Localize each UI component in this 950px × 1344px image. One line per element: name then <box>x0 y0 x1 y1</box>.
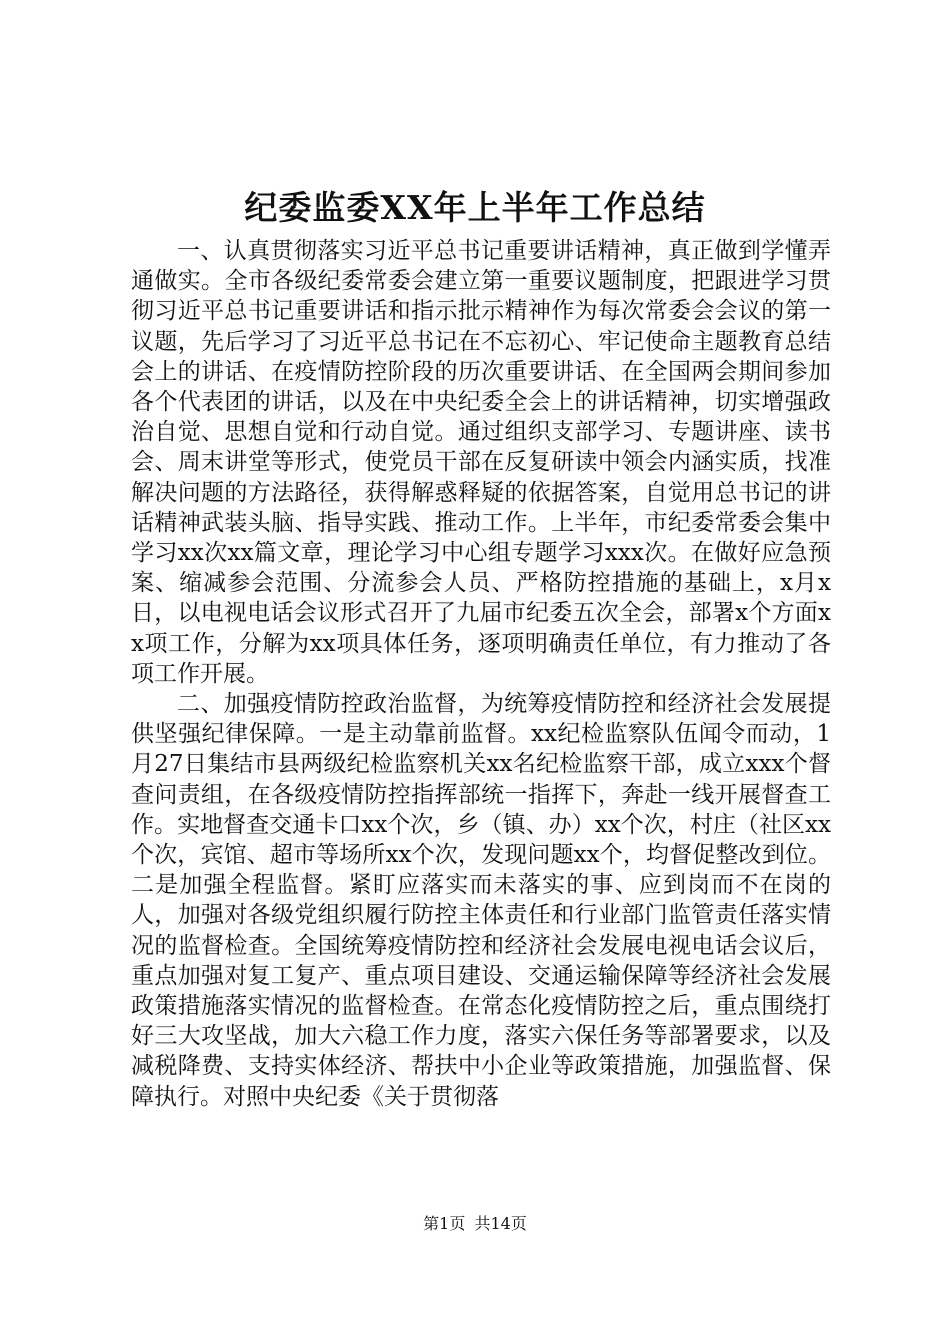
paragraph-1: 一、认真贯彻落实习近平总书记重要讲话精神，真正做到学懂弄通做实。全市各级纪委常委会建立第一重要议题制度，把跟进学习贯彻习近平总书记重要讲话和指示批示精神作为每次常委会会议的第一议题，先后学习了习近平总书记在不忘初心、牢记使命主题教育总结会上的讲话、在疫情防控阶段的历次重要讲话、在全国两会期间参加各个代表团的讲话，以及在中央纪委全会上的讲话精神，切实增强政治自觉、思想自觉和行动自觉。通过组织支部学习、专题讲座、读书会、周末讲堂等形式，使党员干部在反复研读中领会内涵实质，找准解决问题的方法路径，获得解惑释疑的依据答案，自觉用总书记的讲话精神武装头脑、指导实践、推动工作。上半年，市纪委常委会集中学习xx次xx篇文章，理论学习中心组专题学习xxx次。在做好应急预案、缩减参会范围、分流参会人员、严格防控措施的基础上，x月x日，以电视电话会议形式召开了九届市纪委五次全会，部署x个方面xx项工作，分解为xx项具体任务，逐项明确责任单位，有力推动了各项工作开展。 <box>131 238 831 687</box>
document-body <box>131 236 831 1112</box>
page-number-total: 共14页 <box>474 1214 527 1233</box>
paragraph-2: 二、加强疫情防控政治监督，为统筹疫情防控和经济社会发展提供坚强纪律保障。一是主动靠前监督。xx纪检监察队伍闻令而动，1月27日集结市县两级纪检监察机关xx名纪检监察干部，成立xxx个督查问责组，在各级疫情防控指挥部统一指挥下，奔赴一线开展督查工作。实地督查交通卡口xx个次，乡（镇、办）xx个次，村庄（社区xx个次，宾馆、超市等场所xx个次，发现问题xx个，均督促整改到位。二是加强全程监督。紧盯应落实而未落实的事、应到岗而不在岗的人，加强对各级党组织履行防控主体责任和行业部门监管责任落实情况的监督检查。全国统筹疫情防控和经济社会发展电视电话会议后，重点加强对复工复产、重点项目建设、交通运输保障等经济社会发展政策措施落实情况的监督检查。在常态化疫情防控之后，重点围绕打好三大攻坚战，加大六稳工作力度，落实六保任务等部署要求，以及减税降费、支持实体经济、帮扶中小企业等政策措施，加强监督、保障执行。对照中央纪委《关于贯彻落 <box>131 691 831 1110</box>
page-number-current: 第1页 <box>423 1214 466 1233</box>
document-title: 纪委监委XX年上半年工作总结 <box>244 188 706 227</box>
page-footer <box>0 1213 950 1235</box>
